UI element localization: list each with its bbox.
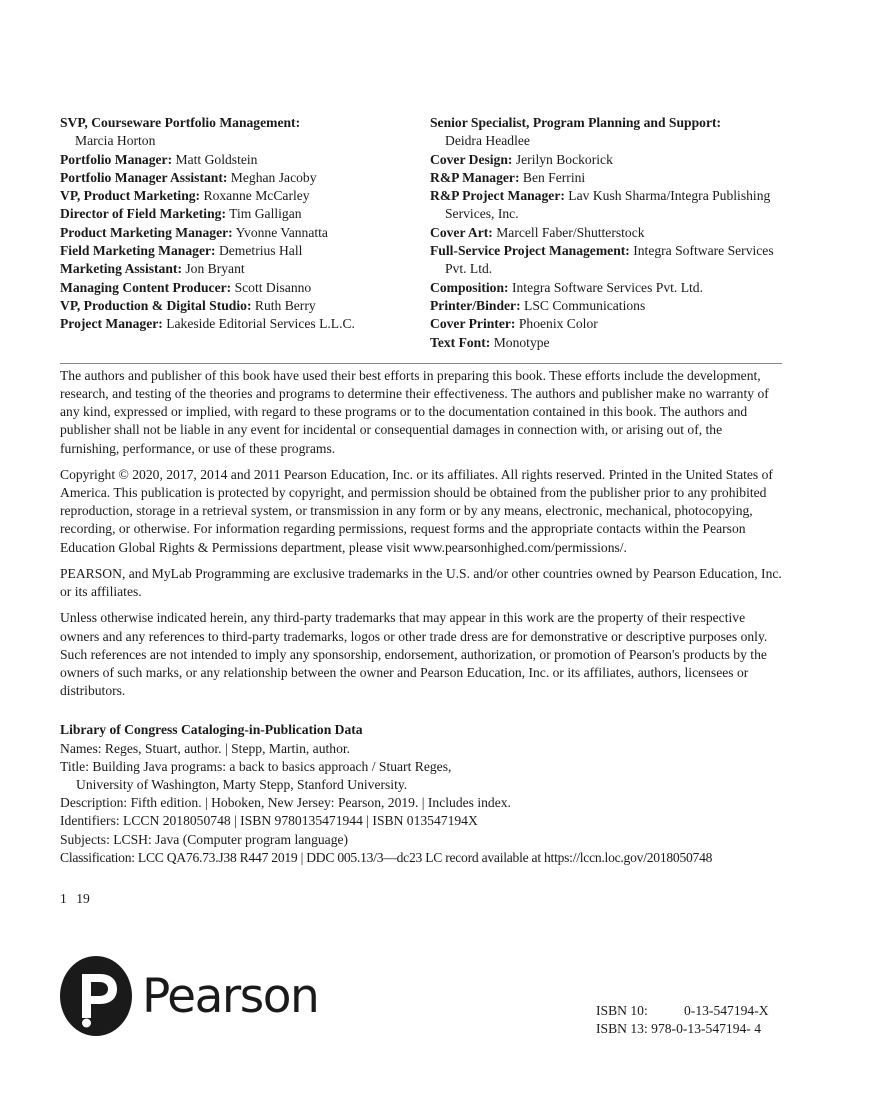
isbn-label: ISBN 10: [596, 1003, 648, 1018]
credit-name: Demetrius Hall [218, 243, 303, 259]
credit-name: Integra Software Services Pvt. Ltd. [511, 279, 703, 295]
credit-role: Printer/Binder: [430, 297, 521, 313]
credit-line [60, 242, 430, 260]
isbn-value: 978-0-13-547194- 4 [651, 1021, 762, 1037]
credit-line [60, 151, 430, 169]
credit-name: Roxanne McCarley [203, 188, 310, 204]
credit-name: Monotype [493, 334, 550, 350]
credit-line [430, 315, 782, 333]
cip-data [60, 721, 782, 867]
credit-name: Jerilyn Bockorick [515, 151, 613, 167]
credit-line [60, 297, 430, 315]
credit-role: Portfolio Manager Assistant: [60, 169, 228, 185]
credit-line [60, 260, 430, 278]
credit-line [60, 187, 430, 205]
credit-line [430, 242, 782, 279]
pearson-logo-icon [60, 956, 132, 1036]
credit-role: R&P Project Manager: [430, 188, 565, 204]
credit-role: Product Marketing Manager: [60, 224, 233, 240]
credit-line [430, 169, 782, 187]
credit-name: Marcia Horton [75, 133, 156, 149]
cip-classification: Classification: LCC QA76.73.J38 R447 2019 | DDC 005.13/3—dc23 LC record available at https://lccn.loc.gov/2018050748 [60, 849, 713, 865]
credits-column-right [430, 114, 782, 352]
warranty-paragraph: The authors and publisher of this book have used their best efforts in preparing this book. These efforts include the development, research, and testing of the theories and programs to determine their effectiveness. The authors and publisher make no warranty of any kind, expressed or implied, with regard to these programs or to the documentation contained in this book. The authors and publisher shall not be liable in any event for incidental or consequential damages in connection with, or arising out of, the furnishing, performance, or use of these programs. [60, 367, 769, 456]
third-party-paragraph: Unless otherwise indicated herein, any third-party trademarks that may appear in this work are the property of their respective owners and any references to third-party trademarks, logos or other trade dress are for demonstrative or descriptive purposes only. Such references are not intended to imply any sponsorship, endorsement, authorization, or promotion of Pearson's products by the owners of such marks, or any relationship between the owner and Pearson Education, Inc. or its affiliates, authors, licensees or distributors. [60, 610, 768, 699]
credit-name: Marcell Faber/Shutterstock [496, 224, 645, 240]
credit-role: Managing Content Producer: [60, 279, 232, 295]
credit-role: Cover Art: [430, 224, 493, 240]
credit-role: Cover Printer: [430, 316, 516, 332]
credit-name: Ben Ferrini [522, 169, 586, 185]
pearson-wordmark: Pearson [142, 968, 319, 1024]
credits-section [60, 114, 782, 352]
cip-title-line: Title: Building Java programs: a back to basics approach / Stuart Reges, University of Washington, Marty Stepp, Stanford University. [60, 758, 452, 792]
credit-line [430, 334, 782, 352]
isbn-13-row [596, 1020, 769, 1038]
pearson-logo [60, 956, 318, 1036]
credit-name: Jon Bryant [185, 261, 245, 277]
credit-role: Senior Specialist, Program Planning and Support: [430, 115, 722, 130]
divider [60, 363, 782, 364]
credit-role: Portfolio Manager: [60, 151, 173, 167]
trademark-paragraph: PEARSON, and MyLab Programming are exclusive trademarks in the U.S. and/or other countries owned by Pearson Education, Inc. or its affiliates. [60, 565, 782, 600]
credit-name: Lav Kush Sharma/Integra Publishing Services, Inc. [445, 188, 771, 222]
credit-role: R&P Manager: [430, 169, 520, 185]
credit-name: Phoenix Color [518, 316, 598, 332]
isbn-value: 0-13-547194-X [684, 1003, 769, 1018]
cip-title: Library of Congress Cataloging-in-Publication Data [60, 722, 363, 738]
credit-line [430, 114, 782, 151]
credit-role: Full-Service Project Management: [430, 243, 630, 259]
credit-line [60, 224, 430, 242]
credit-role: Composition: [430, 279, 509, 295]
isbn-10-row [596, 1002, 769, 1020]
credit-line [430, 151, 782, 169]
legal-notices [60, 367, 782, 700]
cip-identifiers: Identifiers: LCCN 2018050748 | ISBN 9780135471944 | ISBN 013547194X [60, 813, 478, 829]
copyright-paragraph: Copyright © 2020, 2017, 2014 and 2011 Pearson Education, Inc. or its affiliates. All rights reserved. Printed in the United States of America. This publication is protected by copyright, and permission should be obtained from the publisher prior to any prohibited reproduction, storage in a retrieval system, or transmission in any form or by any means, electronic, mechanical, photocopying, recording, or otherwise. For information regarding permissions, request forms and the appropriate contacts within the Pearson Education Global Rights & Permissions department, please visit www.pearsonhighed.com/permissions/. [60, 466, 773, 555]
credit-name: Meghan Jacoby [230, 169, 317, 185]
credit-line [60, 279, 430, 297]
credit-role: SVP, Courseware Portfolio Management: [60, 115, 301, 130]
credit-role: Marketing Assistant: [60, 261, 182, 277]
credit-name: Deidra Headlee [445, 133, 530, 149]
credit-name: Matt Goldstein [175, 151, 258, 167]
credit-name: LSC Communications [524, 297, 646, 313]
credit-line [430, 187, 782, 224]
credit-role: Cover Design: [430, 151, 513, 167]
cip-names: Names: Reges, Stuart, author. | Stepp, Martin, author. [60, 740, 351, 756]
credit-role: Field Marketing Manager: [60, 243, 216, 259]
credit-name: Ruth Berry [254, 297, 316, 313]
credit-name: Yvonne Vannatta [235, 224, 328, 240]
cip-subjects: Subjects: LCSH: Java (Computer program language) [60, 831, 349, 847]
credit-name: Lakeside Editorial Services L.L.C. [166, 316, 355, 332]
credits-column-left [60, 114, 430, 352]
credit-role: Project Manager: [60, 316, 163, 332]
credit-name: Integra Software Services Pvt. Ltd. [445, 243, 774, 277]
credit-name: Tim Galligan [229, 206, 302, 222]
credit-line [60, 114, 430, 151]
cip-description: Description: Fifth edition. | Hoboken, New Jersey: Pearson, 2019. | Includes index. [60, 795, 511, 811]
credit-line [60, 315, 430, 333]
isbn-label: ISBN 13: [596, 1021, 648, 1037]
credit-line [60, 169, 430, 187]
credit-role: VP, Product Marketing: [60, 188, 201, 204]
copyright-page [60, 114, 782, 907]
credit-name: Scott Disanno [234, 279, 312, 295]
credit-line [430, 224, 782, 242]
credit-line [60, 205, 430, 223]
credit-role: Director of Field Marketing: [60, 206, 226, 222]
credit-line [430, 279, 782, 297]
printing-line: 1 19 [60, 890, 90, 906]
isbn-block [596, 1002, 769, 1039]
credit-role: Text Font: [430, 334, 491, 350]
credit-role: VP, Production & Digital Studio: [60, 297, 252, 313]
credit-line [430, 297, 782, 315]
